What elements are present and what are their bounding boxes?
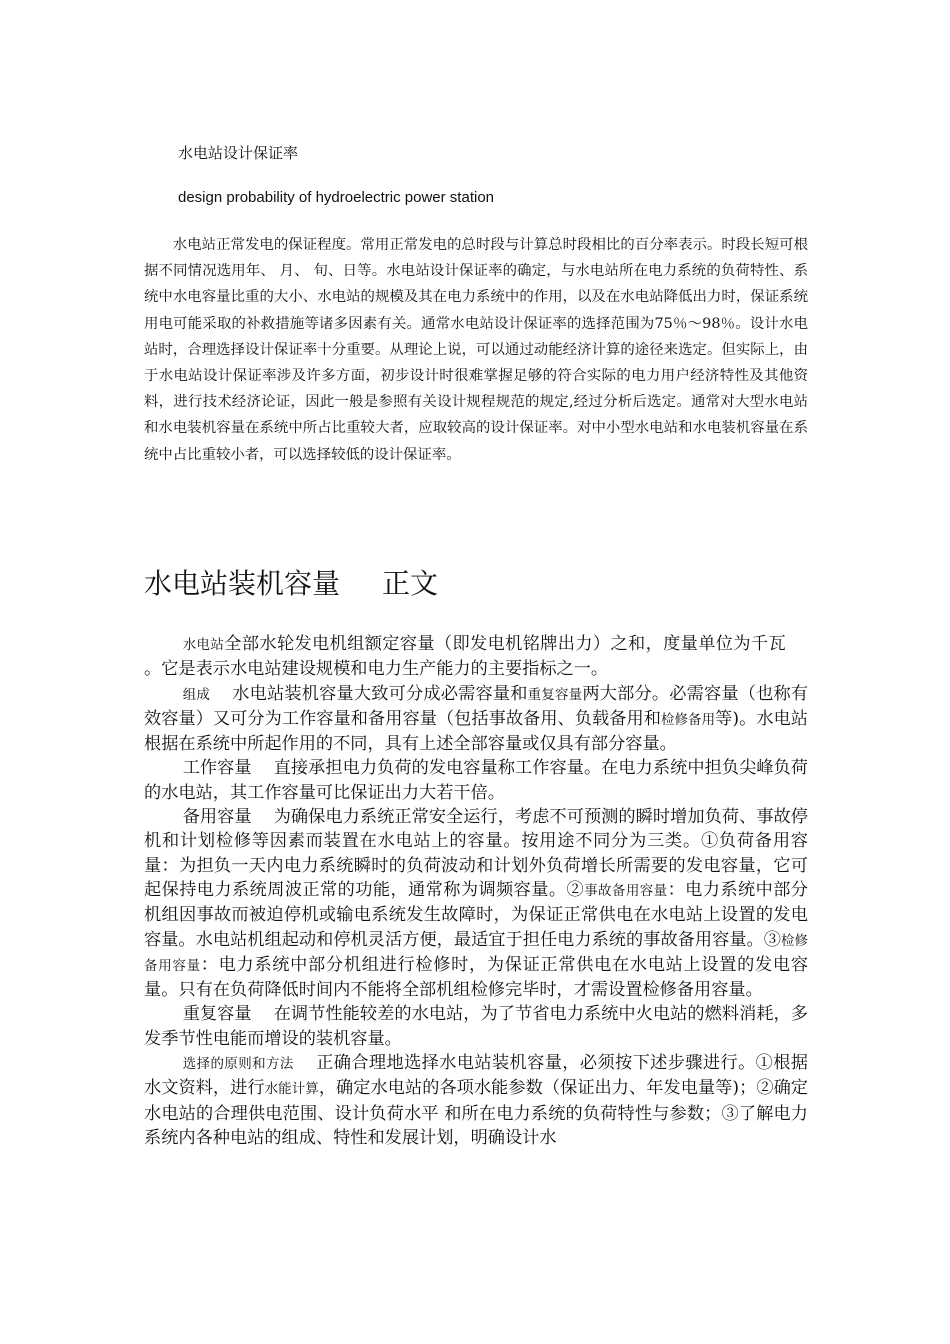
paragraph-selection-method: 选择的原则和方法 正确合理地选择水电站装机容量，必须按下述步骤进行。①根据水文资料，进行水能计算，确定水电站的各项水能参数（保证出力、年发电量等)；②确定水电站的合理供电范围、设计负荷水平 和所在电力系统的负荷特性与参数；③了解电力系统内各种电站的组成、特性和发展计划，明确设计水	[144, 1053, 808, 1148]
paragraph-working-capacity: 工作容量 直接承担电力负荷的发电容量称工作容量。在电力系统中担负尖峰负荷的水电站，其工作容量可比保证出力大若干倍。	[144, 758, 808, 803]
section-heading-label: 正文	[382, 568, 439, 599]
paragraph-lead: 水电站	[182, 637, 225, 653]
paragraph-lead: 工作容量	[182, 758, 252, 779]
inline-term: 检修备用容量	[144, 932, 808, 974]
paragraph-definition: 水电站全部水轮发电机组额定容量（即发电机铭牌出力）之和，度量单位为千瓦。它是表示水电站建设规模和电力生产能力的主要指标之一。	[144, 634, 786, 680]
section-heading	[144, 562, 438, 602]
paragraph-lead: 重复容量	[182, 1004, 252, 1025]
paragraph-lead: 选择的原则和方法	[182, 1056, 294, 1073]
inline-term: 重复容量	[527, 686, 583, 703]
article-body	[144, 632, 808, 1150]
inline-term: 事故备用容量	[584, 882, 668, 899]
paragraph-composition: 组成 水电站装机容量大致可分成必需容量和重复容量两大部分。必需容量（也称有效容量）又可分为工作容量和备用容量（包括事故备用、负载备用和检修备用等)。水电站根据在系统中所起作用的不同，具有上述全部容量或仅具有部分容量。	[144, 683, 809, 755]
entry-title-en: design probability of hydroelectric power station	[178, 189, 495, 206]
paragraph-lead: 组成	[182, 686, 211, 703]
inline-term: 水能计算	[264, 1081, 319, 1098]
entry-title-cn: 水电站设计保证率	[178, 144, 299, 162]
inline-term: 检修备用	[660, 711, 716, 728]
paragraph-repeated-capacity: 重复容量 在调节性能较差的水电站，为了节省电力系统中火电站的燃料消耗，多发季节性电能而增设的装机容量。	[144, 1004, 808, 1049]
paragraph-reserve-capacity: 备用容量 为确保电力系统正常安全运行，考虑不可预测的瞬时增加负荷、事故停机和计划检修等因素而装置在水电站上的容量。按用途不同分为三类。①负荷备用容量：为担负一天内电力系统瞬时的负荷波动和计划外负荷增长所需要的发电容量，它可起保持电力系统周波正常的功能，通常称为调频容量。②事故备用容量：电力系统中部分机组因事故而被迫停机或输电系统发生故障时，为保证正常供电在水电站上设置的发电容量。水电站机组起动和停机灵活方便，最适宜于担任电力系统的事故备用容量。③检修备用容量：电力系统中部分机组进行检修时，为保证正常供电在水电站上设置的发电容量。只有在负荷降低时间内不能将全部机组检修完毕时，才需设置检修备用容量。	[144, 807, 809, 1001]
section-heading-title: 水电站装机容量	[144, 568, 341, 599]
intro-paragraph: 水电站正常发电的保证程度。常用正常发电的总时段与计算总时段相比的百分率表示。时段长短可根据不同情况选用年、 月、 旬、日等。水电站设计保证率的确定，与水电站所在电力系统的负荷特性、系统中水电容量比重的大小、水电站的规模及其在电力系统中的作用，以及在水电站降低出力时，保证系统用电可能采取的补救措施等诸多因素有关。通常水电站设计保证率的选择范围为75％～98％。设计水电站时，合理选择设计保证率十分重要。从理论上说，可以通过动能经济计算的途径来选定。但实际上，由于水电站设计保证率涉及许多方面，初步设计时很难掌握足够的符合实际的电力用户经济特性及其他资料，进行技术经济论证，因此一般是参照有关设计规程规范的规定,经过分析后选定。通常对大型水电站和水电装机容量在系统中所占比重较大者，应取较高的设计保证率。对中小型水电站和水电装机容量在系统中占比重较小者，可以选择较低的设计保证率。	[144, 237, 808, 463]
paragraph-lead: 备用容量	[182, 807, 252, 828]
